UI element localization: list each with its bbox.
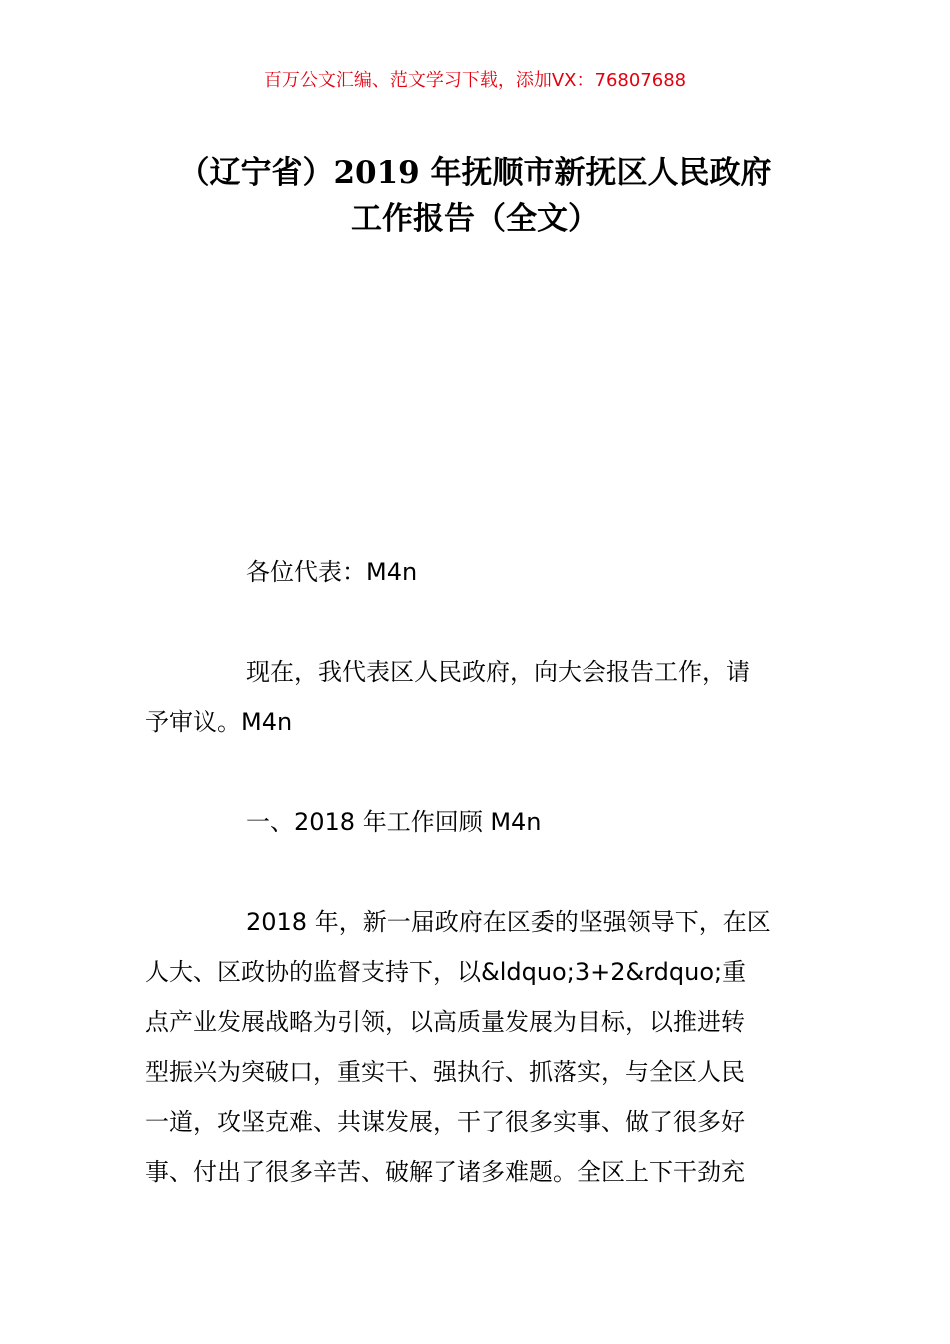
intro-line-2: 予审议。M4n — [145, 708, 293, 736]
greeting: 各位代表：M4n — [246, 558, 418, 586]
title-line-2: 工作报告（全文） — [351, 201, 599, 237]
paragraph-line: 事、付出了很多辛苦、破解了诸多难题。全区上下干劲充 — [145, 1158, 745, 1186]
review-paragraph — [145, 897, 807, 1197]
paragraph-line: 一道，攻坚克难、共谋发展，干了很多实事、做了很多好 — [145, 1108, 745, 1136]
title-line-1: （辽宁省）2019 年抚顺市新抚区人民政府 — [178, 155, 772, 191]
document-title — [140, 150, 810, 242]
header-watermark-note: 百万公文汇编、范文学习下载，添加VX：76807688 — [263, 70, 687, 91]
intro-paragraph — [145, 647, 807, 747]
paragraph-line: 点产业发展战略为引领，以高质量发展为目标，以推进转 — [145, 1008, 745, 1036]
section-heading: 一、2018 年工作回顾 M4n — [246, 808, 542, 836]
paragraph-line: 人大、区政协的监督支持下，以&ldquo;3+2&rdquo;重 — [145, 958, 747, 986]
paragraph-line: 2018 年，新一届政府在区委的坚强领导下，在区 — [246, 908, 771, 936]
intro-line-1: 现在，我代表区人民政府，向大会报告工作，请 — [246, 658, 750, 686]
paragraph-line: 型振兴为突破口，重实干、强执行、抓落实，与全区人民 — [145, 1058, 745, 1086]
